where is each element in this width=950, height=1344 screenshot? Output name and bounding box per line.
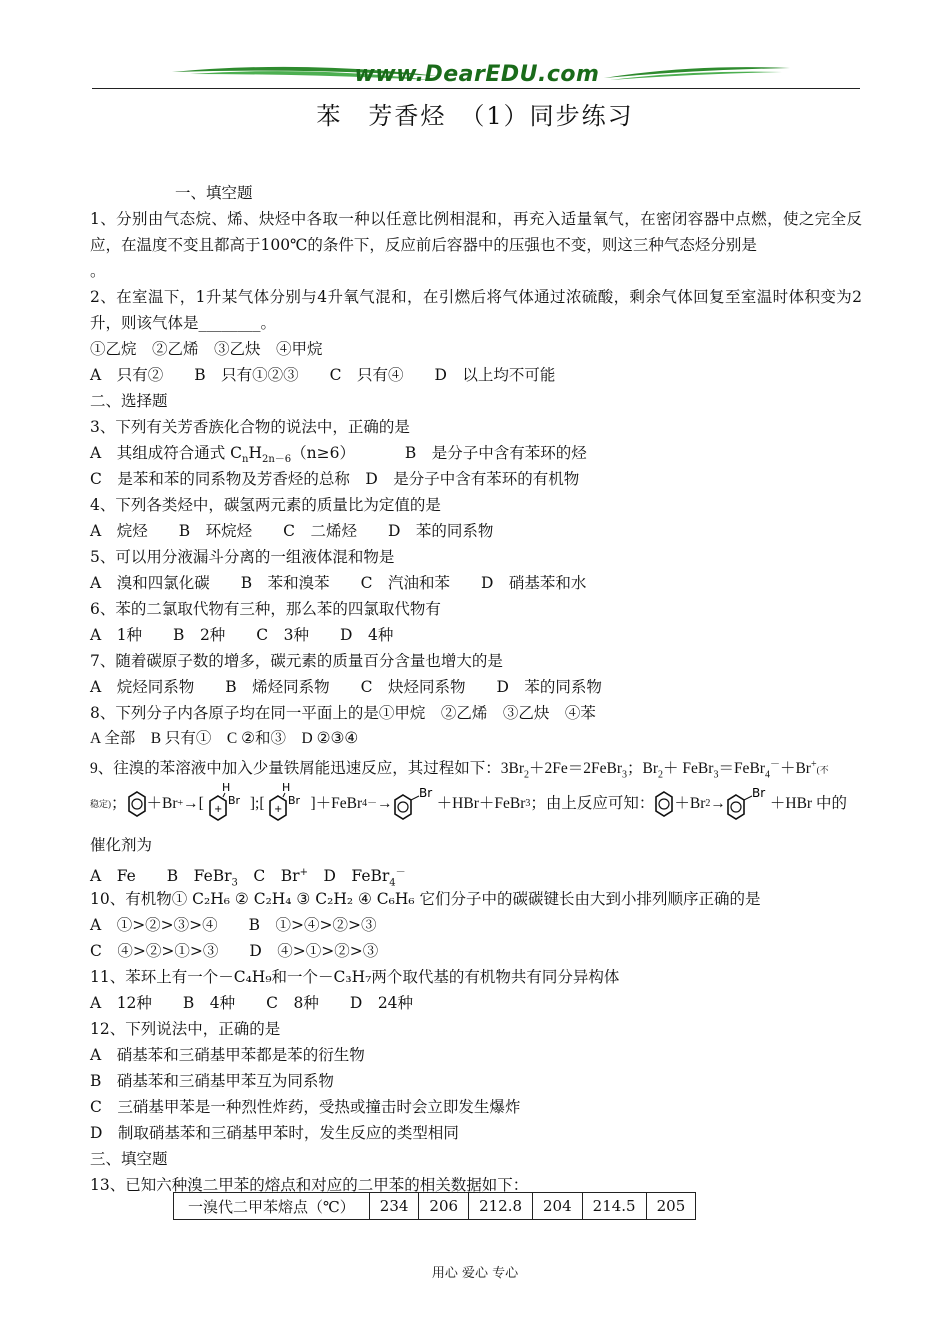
q9-sub: 2	[705, 798, 711, 809]
q9-eq-tail: ＋HBr 中的	[769, 795, 847, 812]
q9-sub: 3	[622, 769, 628, 781]
question-8-options: A 全部 B 只有① C ②和③ D ②③④	[90, 730, 359, 747]
right-swoosh-icon	[602, 58, 792, 88]
q9-text-b: ＋2Fe＝2FeBr	[529, 760, 623, 778]
question-10-options-cd: C ④>②>①>③ D ④>①>②>③	[90, 942, 379, 960]
question-3-options-ab	[90, 440, 862, 466]
q9-text-a: 9、往溴的苯溶液中加入少量铁屑能迅速反应，其过程如下：3Br	[90, 760, 525, 778]
q9-text-e: ＝FeBr	[718, 760, 765, 778]
question-2: 2、在室温下，1升某气体分别与4升氧气混和，在引燃后将气体通过浓硫酸，剩余气体回复至室温时体积变为2升，则该气体是________。	[90, 288, 862, 332]
q9-sup: +	[299, 867, 308, 878]
question-11: 11、苯环上有一个－C₄H₉和一个－C₃H₇两个取代基的有机物共有同分异构体	[90, 968, 620, 986]
q9-text-c: ；Br	[627, 760, 659, 778]
question-2-options: A 只有② B 只有①②③ C 只有④ D 以上均不可能	[90, 366, 556, 384]
melting-point-table	[173, 1192, 696, 1220]
q9-sub: 4	[764, 769, 770, 781]
q3-option-b: B 是分子中含有苯环的烃	[404, 444, 587, 462]
table-row	[174, 1193, 696, 1220]
q9-sub: 3	[231, 877, 238, 889]
q3-option-a-tail: （n≥6）	[291, 444, 355, 462]
svg-text:H: H	[282, 782, 291, 794]
q3-sub-2n6: 2n－6	[261, 454, 292, 466]
table-cell: 205	[646, 1193, 696, 1220]
section-heading-1: 一、填空题	[175, 184, 253, 202]
q9-sup: +	[810, 759, 817, 770]
question-4: 4、下列各类烃中，碳氢两元素的质量比为定值的是	[90, 496, 441, 514]
q9-sub: 2	[658, 769, 664, 781]
page-header	[92, 58, 860, 92]
q3-h: H	[248, 444, 262, 462]
table-cell: 234	[369, 1193, 419, 1220]
q9-note-a: (不	[816, 765, 829, 776]
document-body	[90, 180, 862, 1198]
q9-eq-plus-br2: ＋Br	[674, 795, 706, 812]
question-3: 3、下列有关芳香族化合物的说法中，正确的是	[90, 418, 410, 436]
q9-sub: 3	[525, 798, 531, 809]
question-11-options: A 12种 B 4种 C 8种 D 24种	[90, 994, 414, 1012]
q3-sub-n: n	[241, 454, 249, 466]
q3-option-a: A 其组成符合通式 C	[90, 444, 242, 462]
question-12-option-d: D 制取硝基苯和三硝基甲苯时，发生反应的类型相同	[90, 1124, 459, 1142]
q9-text-d: ＋ FeBr	[663, 760, 714, 778]
question-2-items: ①乙烷 ②乙烯 ③乙炔 ④甲烷	[90, 340, 323, 358]
question-10: 10、有机物① C₂H₆ ② C₂H₄ ③ C₂H₂ ④ C₆H₆ 它们分子中的碳碳键长由大到小排列顺序正确的是	[90, 890, 761, 908]
q9-eq-product: ＋HBr＋FeBr	[436, 795, 526, 812]
question-5: 5、可以用分液漏斗分离的一组液体混和物是	[90, 548, 395, 566]
benzene-ring-icon	[127, 790, 147, 818]
q9-sup: －	[367, 798, 378, 809]
svg-text:Br: Br	[418, 787, 432, 800]
header-rule	[92, 88, 860, 89]
question-12-option-a: A 硝基苯和三硝基甲苯都是苯的衍生物	[90, 1046, 365, 1064]
question-10-options-ab: A ①>②>③>④ B ①>④>②>③	[90, 916, 377, 934]
q9-sub: 3	[713, 769, 719, 781]
question-1: 1、分别由气态烷、烯、炔烃中各取一种以任意比例相混和，再充入适量氧气，在密闭容器中点燃，使之完全反应，在温度不变且都高于100℃的条件下，反应前后容器中的压强也不变，则这三种气态烃分别是	[90, 210, 862, 254]
q9-eq-semicolon: ；由上反应可知：	[530, 795, 655, 812]
table-cell: 212.8	[469, 1193, 533, 1220]
q9-eq-close2: ]＋FeBr	[310, 795, 363, 812]
sigma-complex-icon	[264, 782, 310, 826]
q9-opt-d: D FeBr	[307, 867, 390, 886]
q9-eq-close: ];	[249, 795, 260, 812]
table-row-header: 一溴代二甲苯熔点（℃）	[174, 1193, 370, 1220]
q9-sup: －	[769, 759, 780, 770]
section-heading-2: 二、选择题	[90, 392, 168, 410]
question-9-catalyst: 催化剂为	[90, 836, 153, 854]
q9-eq-arrow2: →	[377, 795, 393, 812]
question-9-line1	[90, 752, 862, 781]
q9-note-b: 稳定)	[90, 799, 111, 809]
q9-eq-open: [	[259, 795, 265, 812]
question-5-options: A 溴和四氯化碳 B 苯和溴苯 C 汽油和苯 D 硝基苯和水	[90, 574, 587, 592]
page-title: 苯 芳香烃 （1）同步练习	[316, 102, 634, 130]
svg-text:+: +	[274, 804, 283, 815]
q9-sub: 4	[362, 798, 368, 809]
question-12: 12、下列说法中，正确的是	[90, 1020, 281, 1038]
question-7: 7、随着碳原子数的增多，碳元素的质量百分含量也增大的是	[90, 652, 503, 670]
question-12-option-b: B 硝基苯和三硝基甲苯互为同系物	[90, 1072, 334, 1090]
table-cell: 206	[419, 1193, 469, 1220]
svg-text:Br: Br	[288, 794, 301, 807]
q9-eq-arrow3: →	[710, 795, 726, 812]
question-6-options: A 1种 B 2种 C 3种 D 4种	[90, 626, 394, 644]
question-6: 6、苯的二氯取代物有三种，那么苯的四氯取代物有	[90, 600, 441, 618]
q9-sub: 4	[389, 877, 396, 889]
question-1-tail: 。	[90, 262, 106, 280]
benzene-ring-icon	[654, 790, 674, 818]
question-4-options: A 烷烃 B 环烷烃 C 二烯烃 D 苯的同系物	[90, 522, 494, 540]
table-cell: 214.5	[582, 1193, 646, 1220]
question-3-options-cd: C 是苯和苯的同系物及芳香烃的总称 D 是分子中含有苯环的有机物	[90, 470, 580, 488]
site-logo: www.DearEDU.com	[354, 62, 600, 87]
table-cell: 204	[533, 1193, 583, 1220]
svg-text:H: H	[221, 782, 231, 794]
q9-eq-plus-br: ＋Br	[146, 795, 178, 812]
question-13: 13、已知六种溴二甲苯的熔点和对应的二甲苯的相关数据如下：	[90, 1176, 529, 1194]
sigma-complex-icon	[204, 782, 250, 826]
q9-opt-c: C Br	[237, 867, 300, 886]
page-footer: 用心 爱心 专心	[431, 1266, 519, 1281]
question-12-option-c: C 三硝基甲苯是一种烈性炸药，受热或撞击时会立即发生爆炸	[90, 1098, 521, 1116]
svg-text:+: +	[213, 804, 223, 815]
q9-eq-arrow: →[	[183, 795, 204, 812]
q9-text-f: ＋Br	[779, 760, 811, 778]
svg-text:Br: Br	[227, 794, 240, 807]
q9-sup: +	[177, 798, 184, 809]
q9-sub: 2	[524, 769, 530, 781]
svg-text:Br: Br	[751, 787, 766, 800]
bromobenzene-icon	[393, 787, 437, 821]
question-7-options: A 烷烃同系物 B 烯烃同系物 C 炔烃同系物 D 苯的同系物	[90, 678, 602, 696]
bromobenzene-icon	[726, 787, 770, 821]
question-9-equation: 稳定) ； ＋Br + →[ + H Br ]; [ + H Br ]＋FeBr 4 － → Br ＋HBr＋FeBr 3 ；由上反应可知： ＋Br 2 → Br ＋HBr 中的	[90, 778, 862, 830]
question-8: 8、下列分子内各原子均在同一平面上的是①甲烷 ②乙烯 ③乙炔 ④苯	[90, 704, 596, 722]
question-9-options	[90, 860, 862, 889]
q9-opt-ab: A Fe B FeBr	[90, 867, 232, 886]
q9-sup: －	[395, 867, 406, 878]
section-heading-3: 三、填空题	[90, 1150, 168, 1168]
